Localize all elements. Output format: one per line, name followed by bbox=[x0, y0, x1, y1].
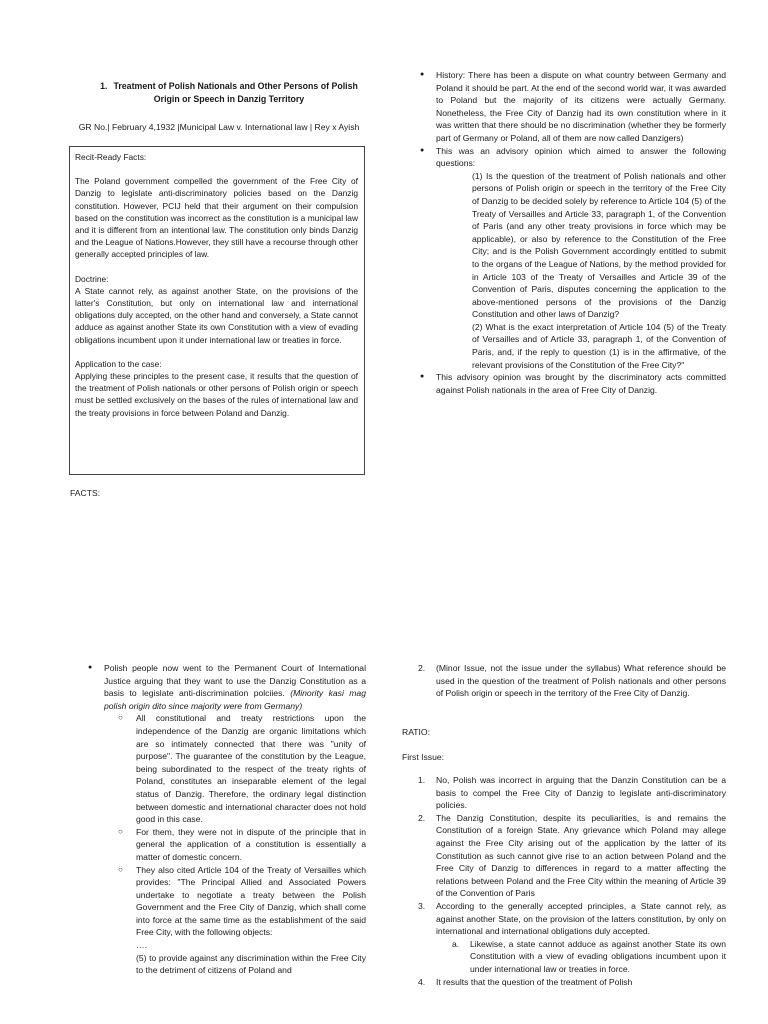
ellipsis: …. bbox=[136, 940, 147, 951]
ratio-item-1: 1. No, Polish was incorrect in arguing that the Danzin Constitution can be a basis to compel the Free City of Danzig to legislate anti-discriminatory policies. bbox=[418, 775, 726, 811]
ratio-item-4-text: It results that the question of the treatment of Polish bbox=[436, 976, 633, 987]
right-column-page-1 bbox=[418, 69, 726, 396]
sub-bullet-2: ○ For them, they were not in dispute of the principle that in general the application of a constitution is essentially a matter of domestic concern. bbox=[118, 826, 366, 864]
doctrine-text: A State cannot rely, as against another State, on the provisions of the latter's Constitution, but only on international law and international obligations duly accepted, on the other hand and conversely, a State cannot adduce as against another State its own Constitution with a view of evading obligations incumbent upon it under international law or treaties in force. bbox=[75, 285, 358, 345]
sub-bullet-3 bbox=[118, 864, 366, 977]
ratio-item-2-text: The Danzig Constitution, despite its peculiarities, is and remains the Constitution of a foreign State. Any grievance which Poland may allege against the Free City arising out of the application by the latter of its Constitution as such cannot give rise to an action between Poland and the Free City of Danzig to differences in regard to a matter affecting the relations between Poland and the Free City within the meaning of Article 39 of the Convention of Paris bbox=[436, 812, 726, 899]
ratio-item-3a-text: Likewise, a state cannot adduce as against another State its own Constitution with a view of evading obligations incumbent upon it under international law or treaties in force. bbox=[470, 938, 726, 974]
recit-text: The Poland government compelled the government of the Free City of Danzig to legislate anti-discriminatory policies based on the Danzig constitution. However, PCIJ held that their argument on their compulsion based on the constitution was incorrect as the constitution is a municipal law and it is different from an intentional law. The constitution only binds Danzig and the League of Nations.However, they still have a recourse through other generally accepted principles of law. bbox=[75, 176, 358, 260]
ratio-item-3: 3. According to the generally accepted principles, a State cannot rely, as against another State, on the provision of the latters constitution, by only on international and international obligations duly accepted. a. Likewise, a state cannot adduce as against another State its own Constitution with a view of evading obligations incumbent upon it under international law or treaties in force. bbox=[418, 900, 726, 974]
advisory-bullet bbox=[418, 145, 726, 372]
ratio-item-2: 2. The Danzig Constitution, despite its peculiarities, is and remains the Constitution of a foreign State. Any grievance which Poland may allege against the Free City arising out of the application by the latter of its Constitution as such cannot give rise to an action between Poland and the Free City of Danzig to differences in regard to a matter affecting the relations between Poland and the Free City within the meaning of Article 39 of the Convention of Paris bbox=[418, 812, 726, 899]
page-separator bbox=[0, 620, 768, 648]
recit-label: Recit-Ready Facts: bbox=[75, 152, 147, 162]
ratio-heading: RATIO: bbox=[402, 727, 431, 737]
issue-2 bbox=[418, 662, 726, 700]
case-title bbox=[88, 80, 370, 106]
facts-heading: FACTS: bbox=[70, 488, 101, 498]
left-column-page-2 bbox=[86, 662, 366, 977]
ratio-item-3-text: According to the generally accepted principles, a State cannot rely, as against another State, on the provision of the latters constitution, by only on international and international obligations duly accepted. bbox=[436, 900, 726, 937]
doctrine-label: Doctrine: bbox=[75, 273, 109, 284]
ratio-item-3a: a. Likewise, a state cannot adduce as against another State its own Constitution with a view of evading obligations incumbent upon it under international law or treaties in force. bbox=[452, 938, 726, 974]
case-meta: GR No.| February 4,1932 |Municipal Law v. International law | Rey x Ayish bbox=[78, 122, 360, 132]
ratio-list bbox=[418, 774, 726, 988]
first-issue-heading: First Issue: bbox=[402, 752, 445, 762]
application-label: Application to the case: bbox=[75, 358, 162, 369]
case-title-text: Treatment of Polish Nationals and Other Persons of Polish Origin or Speech in Danzig Territory bbox=[113, 81, 358, 104]
brought-bullet: ● This advisory opinion was brought by the discriminatory acts committed against Polish nationals in the area of Free City of Danzig. bbox=[418, 371, 726, 396]
issue-2-number: 2. bbox=[418, 663, 426, 673]
issue-2-text: (Minor Issue, not the issue under the syllabus) What reference should be used in the question of the treatment of Polish nationals and other persons of Polish origin or speech in the territory of the Free City of Danzig. bbox=[436, 663, 726, 699]
ratio-item-1-text: No, Polish was incorrect in arguing that the Danzin Constitution can be a basis to compel the Free City of Danzig to legislate anti-discriminatory policies. bbox=[436, 775, 726, 811]
sub-bullet-3-tail: (5) to provide against any discrimination within the Free City to the detriment of citizens of Poland and bbox=[136, 952, 366, 976]
case-number: 1. bbox=[100, 81, 108, 91]
question-2: (2) What is the exact interpretation of Article 104 (5) of the Treaty of Versailles and of Article 33, paragraph 1, of the Convention of Paris, and, if the reply to question (1) is in the affirmative, of the relevant provisions of the Constitution of the Free City?" bbox=[472, 321, 726, 370]
summary-box bbox=[69, 146, 365, 475]
polish-argument-note: (Minority kasi mag polish origin dito since majority were from Germany) bbox=[104, 688, 366, 711]
polish-argument-bullet bbox=[86, 662, 366, 977]
history-bullet: ● History: There has been a dispute on what country between Germany and Poland it should be part. At the end of the second world war, it was awarded to Poland but the majority of its citizens were actually Germany. Nonetheless, the Free City of Danzig had its own constitution where in it was written that there should be no discrimination (whether they be formerly part of Germany or Poland, all of them are now called Danzigers) bbox=[418, 69, 726, 145]
sub-bullet-3-text: They also cited Article 104 of the Treaty of Versailles which provides: "The Principal Allied and Associated Powers undertake to negotiate a treaty between the Polish Government and the Free City of Danzig, which shall come into force at the same time as the establishment of the said Free City, with the following objects: bbox=[136, 864, 366, 938]
application-text: Applying these principles to the present case, it results that the question of the treatment of Polish nationals or other persons of Polish origin or speech must be settled exclusively on the bases of the rules of international law and the treaty provisions in force between Poland and Danzig. bbox=[75, 371, 358, 418]
document-page-2 bbox=[0, 648, 768, 1024]
polish-argument-text: Polish people now went to the Permanent Court of International Justice arguing that they want to use the Danzig Constitution as a basis to legislate anti-discrimination polciies. bbox=[104, 663, 366, 699]
right-column-page-2 bbox=[418, 662, 726, 700]
sub-bullet-1: ○ All constitutional and treaty restrictions upon the independence of the Danzig are organic limitations which are so intimately connected that there was "unity of purpose". The guarantee of the constitution by the League, being subordinated to the respect of the treaty rights of Poland, constitutes an inseparable element of the legal status of Danzig. Therefore, the ordinary legal distinction between domestic and international character does not hold good in this case. bbox=[118, 712, 366, 825]
ratio-item-4: 4. It results that the question of the treatment of Polish bbox=[418, 976, 633, 987]
advisory-text: This was an advisory opinion which aimed to answer the following questions: bbox=[436, 145, 726, 169]
question-1: (1) Is the question of the treatment of Polish nationals and other persons of Polish origin or speech in the territory of the Free City of Danzig to be decided solely by reference to Article 104 (5) of the Treaty of Versailles and Article 33, paragraph 1, of the Convention of Paris (and any other treaty provisions in force which may be applicable), or also by reference to the Constitution of the Free City; and is the Polish Government accordingly entitled to submit to the organs of the League of Nations, by the method provided for in Article 103 of the Treaty of Versailles and Article 39 of the Convention of Paris, disputes concerning the application to the above-mentioned persons of the provisions of the Danzig Constitution and other laws of Danzig? bbox=[472, 170, 726, 320]
